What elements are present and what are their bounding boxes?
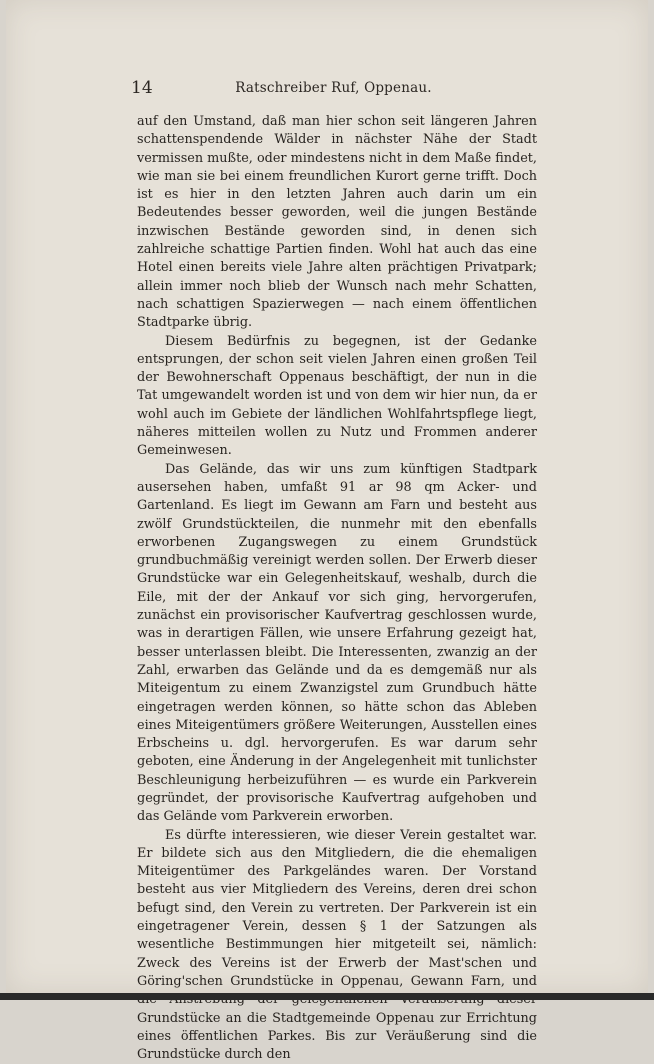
book-page: [6, 0, 648, 1063]
body-text: [137, 113, 537, 1064]
paragraph-1: auf den Umstand, daß man hier schon seit längeren Jahren schattenspendende Wälder in nächster Nähe der Stadt vermissen mußte, oder mindestens nicht in dem Maße findet, wie man sie bei einem freundlichen Kurort gerne trifft. Doch ist es hier in den letzten Jahren auch darin um ein Bedeutendes besser geworden, weil die jungen Bestände inzwischen Bestände geworden sind, in denen sich zahlreiche schattige Partien finden. Wohl hat auch das eine Hotel einen bereits viele Jahre alten prächtigen Privatpark; allein immer noch blieb der Wunsch nach mehr Schatten, nach schattigen Spazierwegen — nach einem öffentlichen Stadtparke übrig.: [137, 114, 537, 331]
page-header: [131, 78, 536, 100]
scan-edge: [0, 993, 654, 1000]
paragraph-4: Es dürfte interessieren, wie dieser Verein gestaltet war. Er bildete sich aus den Mitgliedern, die die ehemaligen Miteigentümer des Parkgeländes waren. Der Vorstand besteht aus vier Mitgliedern des Vereins, deren drei schon befugt sind, den Verein zu vertreten. Der Parkverein ist ein eingetragener Verein, dessen § 1 der Satzungen als wesentliche Bestimmungen hier mitgeteilt sei, nämlich: Zweck des Vereins ist der Erwerb der Mast'schen und Göring'schen Grundstücke in Oppenau, Gewann Farn, und Grundstücke an die Stadtgemeinde Oppenau zur Errichtung eines öffentlichen Parkes. Bis zur Veräußerung sind die Grundstücke durch den: [137, 827, 537, 1063]
running-head: Ratschreiber Ruf, Oppenau.: [235, 80, 432, 96]
page-number: 14: [131, 78, 153, 98]
paragraph-3: Das Gelände, das wir uns zum künftigen Stadtpark ausersehen haben, umfaßt 91 ar 98 qm Acker- und Gartenland. Es liegt im Gewann am Farn und besteht aus zwölf Grundstückteilen, die nunmehr mit den ebenfalls erworbenen Zugangswegen zu einem Grundstück grundbuchmäßig vereinigt werden sollen. Der Erwerb dieser Grundstücke war ein Gelegenheitskauf, weshalb, durch die Eile, mit der der Ankauf vor sich ging, hervorgerufen, zunächst ein provisorischer Kaufvertrag geschlossen wurde, was in derartigen Fällen, wie unsere Erfahrung gezeigt hat, besser unterlassen bleibt. Die Interessenten, zwanzig an der Zahl, erwarben das Gelände und da es demgemäß nur als Miteigentum zu einem Zwanzigstel zum Grundbuch hätte eingetragen werden können, so hätte schon das Ableben eines Miteigentümers größere Weiterungen, Ausstellen eines Erbscheins u. dgl. hervorgerufen. Es war darum sehr geboten, eine Änderung in der Angelegenheit mit tunlichster Beschleunigung herbeizuführen — es wurde ein Parkverein gegründet, der provisorische Kaufvertrag aufgehoben und das Gelände vom Parkverein erworben.: [137, 461, 537, 825]
paragraph-2: Diesem Bedürfnis zu begegnen, ist der Gedanke entsprungen, der schon seit vielen Jahren einen großen Teil der Bewohnerschaft Oppenaus beschäftigt, der nun in die Tat umgewandelt worden ist und von dem wir hier nun, da er wohl auch im Gebiete der ländlichen Wohlfahrtspflege liegt, näheres mitteilen wollen zu Nutz und Frommen anderer Gemeinwesen.: [137, 333, 537, 459]
